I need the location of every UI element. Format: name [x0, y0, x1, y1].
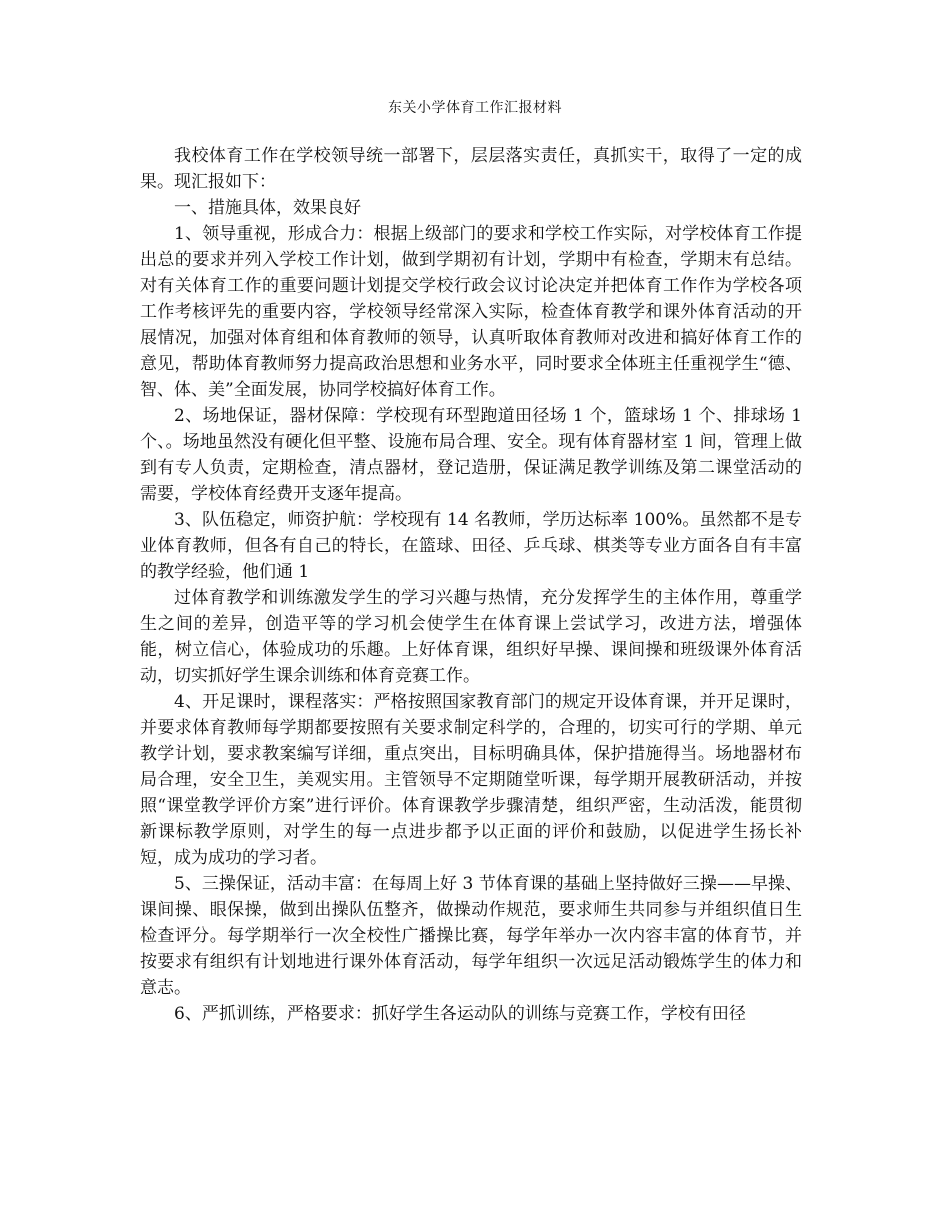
document-body — [140, 143, 802, 1027]
paragraph-intro: 我校体育工作在学校领导统一部署下，层层落实责任，真抓实干，取得了一定的成果。现汇报如下： — [140, 146, 802, 192]
paragraph-exercises: 5、三操保证，活动丰富：在每周上好 3 节体育课的基础上坚持做好三操——早操、课间操、眼保操，做到出操队伍整齐，做操动作规范，要求师生共同参与并组织值日生检查评分。每学期举行一次全校性广播操比赛，每学年举办一次内容丰富的体育节，并按要求有组织有计划地进行课外体育活动，每学年组织一次远足活动锻炼学生的体力和意志。 — [140, 874, 802, 998]
document-title: 东关小学体育工作汇报材料 — [388, 100, 562, 116]
paragraph-curriculum: 4、开足课时，课程落实：严格按照国家教育部门的规定开设体育课，并开足课时，并要求体育教师每学期都要按照有关要求制定科学的，合理的，切实可行的学期、单元教学计划，要求教案编写详细，重点突出，目标明确具体，保护措施得当。场地器材布局合理，安全卫生，美观实用。主管领导不定期随堂听课，每学期开展教研活动，并按照“课堂教学评价方案”进行评价。体育课教学步骤清楚，组织严密，生动活泼，能贯彻新课标教学原则，对学生的每一点进步都予以正面的评价和鼓励，以促进学生扬长补短，成为成功的学习者。 — [140, 692, 802, 868]
paragraph-teachers: 3、队伍稳定，师资护航：学校现有 14 名教师，学历达标率 100%。虽然都不是专业体育教师，但各有自己的特长，在篮球、田径、乒乓球、棋类等专业方面各自有丰富的教学经验，他们通 1 — [140, 510, 802, 582]
paragraph-facilities: 2、场地保证，器材保障：学校现有环型跑道田径场 1 个，篮球场 1 个、排球场 1 个、。场地虽然没有硬化但平整、设施布局合理、安全。现有体育器材室 1 间，管理上做到有专人负责，定期检查，清点器材，登记造册，保证满足教学训练及第二课堂活动的需要，学校体育经费开支逐年提高。 — [140, 406, 802, 504]
paragraph-leadership: 1、领导重视，形成合力：根据上级部门的要求和学校工作实际，对学校体育工作提出总的要求并列入学校工作计划，做到学期初有计划，学期中有检查，学期末有总结。对有关体育工作的重要问题计划提交学校行政会议讨论决定并把体育工作作为学校各项工作考核评先的重要内容，学校领导经常深入实际，检查体育教学和课外体育活动的开展情况，加强对体育组和体育教师的领导，认真听取体育教师对改进和搞好体育工作的意见，帮助体育教师努力提高政治思想和业务水平，同时要求全体班主任重视学生“德、智、体、美”全面发展，协同学校搞好体育工作。 — [140, 224, 802, 400]
section-heading-1: 一、措施具体，效果良好 — [174, 198, 361, 218]
paragraph-teaching-continued: 过体育教学和训练激发学生的学习兴趣与热情，充分发挥学生的主体作用，尊重学生之间的差异，创造平等的学习机会使学生在体育课上尝试学习，改进方法，增强体能，树立信心，体验成功的乐趣。上好体育课，组织好早操、课间操和班级课外体育活动，切实抓好学生课余训练和体育竞赛工作。 — [140, 588, 802, 686]
paragraph-training: 6、严抓训练，严格要求：抓好学生各运动队的训练与竞赛工作，学校有田径 — [174, 1004, 746, 1024]
